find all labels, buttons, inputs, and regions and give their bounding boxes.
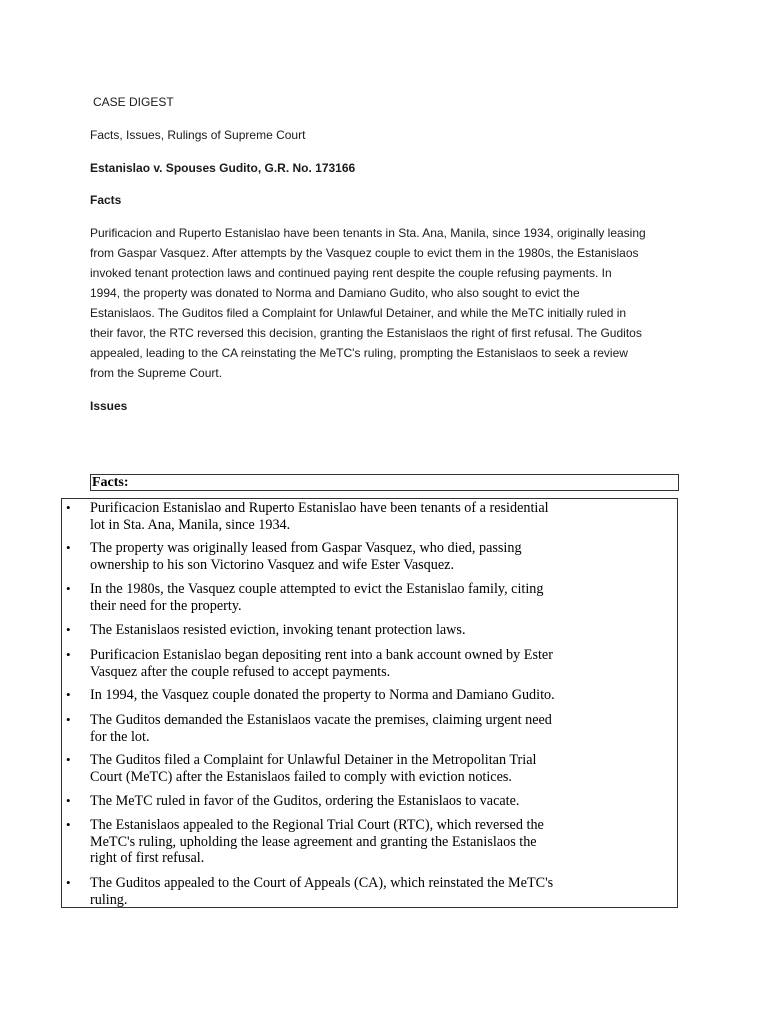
bullet-icon: •	[66, 647, 71, 662]
facts-paragraph-line: Estanislaos. The Guditos filed a Complaint for Unlawful Detainer, and while the MeTC initially ruled in	[90, 306, 627, 320]
facts-bullet-list	[61, 498, 678, 908]
facts-table-heading: Facts:	[90, 474, 679, 491]
list-item-text: The Guditos appealed to the Court of Appeals (CA), which reinstated the MeTC's ruling.	[90, 875, 554, 908]
facts-paragraph-line: from the Supreme Court.	[90, 366, 223, 380]
list-item-text: The Guditos filed a Complaint for Unlawful Detainer in the Metropolitan Trial Court (MeTC) after the Estanislaos failed to comply with eviction notices.	[90, 752, 537, 785]
bullet-icon: •	[66, 712, 71, 727]
bullet-icon: •	[66, 752, 71, 767]
list-item-text: Purificacion Estanislao began depositing rent into a bank account owned by Ester Vasquez after the couple refused to accept payments.	[90, 647, 553, 680]
facts-paragraph-line: 1994, the property was donated to Norma and Damiano Gudito, who also sought to evict the	[90, 286, 580, 300]
facts-paragraph-line: appealed, leading to the CA reinstating the MeTC's ruling, prompting the Estanislaos to seek a review	[90, 346, 628, 360]
facts-paragraph-line: Purificacion and Ruperto Estanislao have been tenants in Sta. Ana, Manila, since 1934, originally leasing	[90, 226, 646, 240]
facts-paragraph-line: from Gaspar Vasquez. After attempts by the Vasquez couple to evict them in the 1980s, the Estanislaos	[90, 246, 639, 260]
bullet-icon: •	[66, 875, 71, 890]
list-item-text: In the 1980s, the Vasquez couple attempted to evict the Estanislao family, citing their need for the property.	[90, 581, 544, 614]
bullet-icon: •	[66, 581, 71, 596]
bullet-icon: •	[66, 540, 71, 555]
list-item-text: The Guditos demanded the Estanislaos vacate the premises, claiming urgent need for the lot.	[90, 712, 552, 745]
bullet-icon: •	[66, 500, 71, 515]
document-subtitle: Facts, Issues, Rulings of Supreme Court	[90, 128, 306, 142]
bullet-icon: •	[66, 817, 71, 832]
issues-heading: Issues	[90, 399, 128, 413]
list-item-text: The Estanislaos resisted eviction, invoking tenant protection laws.	[90, 622, 466, 638]
list-item-text: Purificacion Estanislao and Ruperto Estanislao have been tenants of a residential lot in Sta. Ana, Manila, since 1934.	[90, 500, 549, 533]
bullet-icon: •	[66, 793, 71, 808]
list-item-text: The MeTC ruled in favor of the Guditos, ordering the Estanislaos to vacate.	[90, 793, 520, 809]
bullet-icon: •	[66, 622, 71, 637]
list-item-text: In 1994, the Vasquez couple donated the property to Norma and Damiano Gudito.	[90, 687, 555, 703]
facts-heading: Facts	[90, 193, 122, 207]
list-item-text: The Estanislaos appealed to the Regional Trial Court (RTC), which reversed the MeTC's ruling, upholding the lease agreement and granting the Estanislaos the right of first refusal.	[90, 817, 544, 866]
case-digest-label: CASE DIGEST	[93, 95, 174, 109]
facts-paragraph	[90, 223, 680, 383]
facts-paragraph-line: invoked tenant protection laws and continued paying rent despite the couple refusing payments. In	[90, 266, 612, 280]
facts-paragraph-line: their favor, the RTC reversed this decision, granting the Estanislaos the right of first refusal. The Guditos	[90, 326, 642, 340]
bullet-icon: •	[66, 687, 71, 702]
list-item-text: The property was originally leased from Gaspar Vasquez, who died, passing ownership to his son Victorino Vasquez and wife Ester Vasquez.	[90, 540, 522, 573]
case-title: Estanislao v. Spouses Gudito, G.R. No. 173166	[90, 161, 356, 175]
